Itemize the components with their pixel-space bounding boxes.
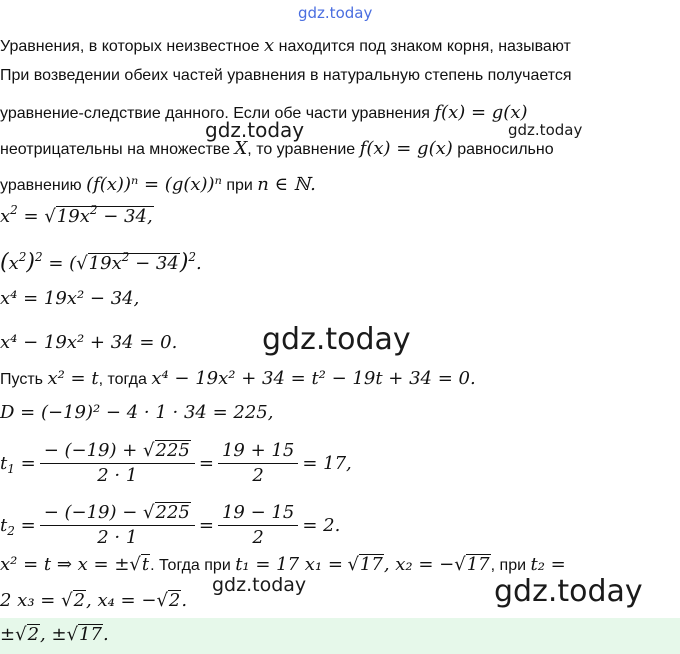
watermark-small-2: gdz.today (508, 121, 583, 139)
t2-fraction: $\frac{- (-19) - √225}{2 \cdot 1}$ (40, 502, 195, 549)
step-equation-3: x⁴ = 19x² − 34, (0, 288, 140, 309)
watermark-top: gdz.today (298, 4, 373, 22)
discriminant-line: D = (−19)² − 4 · 1 · 34 = 225, (0, 402, 274, 423)
roots-x3-x4-line: 2 x₃ = √2, x₄ = −√2. (0, 590, 188, 611)
theory-line-4: неотрицательны на множестве X, то уравнение f(x) = g(x) равносильно (0, 138, 554, 159)
theory-line-3: уравнение-следствие данного. Если обе части уравнения f(x) = g(x) (0, 102, 528, 123)
root-t1-line: $t_1$ = $\frac{- (-19) + √225}{2 \cdot 1}$ = $\frac{19 + 15}{2}$ = 17, (0, 440, 352, 486)
step-equation-1: $x^2 = √19x^2 - 34$, (0, 203, 153, 227)
t1-fraction: $\frac{- (-19) + √225}{2 \cdot 1}$ (40, 440, 195, 487)
t1-fraction-simplified: $\frac{19 + 15}{2}$ (218, 440, 298, 487)
theory-line-1: Уравнения, в которых неизвестное x находится под знаком корня, называют (0, 35, 571, 56)
step-equation-4: x⁴ − 19x² + 34 = 0. (0, 332, 178, 353)
theory-line-2: При возведении обеих частей уравнения в натуральную степень получается (0, 67, 572, 84)
theory-line-5: уравнению (f(x))ⁿ = (g(x))ⁿ при n ∈ ℕ. (0, 174, 316, 195)
substitution-line: Пусть x² = t, тогда x⁴ − 19x² + 34 = t² − 19t + 34 = 0. (0, 368, 476, 389)
step-equation-2: $(x^2)^2 = (√19x^2 - 34)^2$. (0, 250, 202, 275)
watermark-large-2: gdz.today (494, 574, 643, 609)
watermark-small-3: gdz.today (212, 574, 307, 596)
answer-text: ±√2, ±√17. (0, 624, 109, 645)
back-substitution-line: x² = t ⇒ x = ±√t. Тогда при t₁ = 17 x₁ = √17, x₂ = −√17, при t₂ = (0, 554, 566, 575)
watermark-small-1: gdz.today (205, 118, 305, 142)
root-t2-line: $t_2$ = $\frac{- (-19) - √225}{2 \cdot 1}$ = $\frac{19 - 15}{2}$ = 2. (0, 502, 341, 548)
watermark-large-1: gdz.today (262, 322, 411, 357)
t2-fraction-simplified: $\frac{19 - 15}{2}$ (218, 502, 298, 549)
